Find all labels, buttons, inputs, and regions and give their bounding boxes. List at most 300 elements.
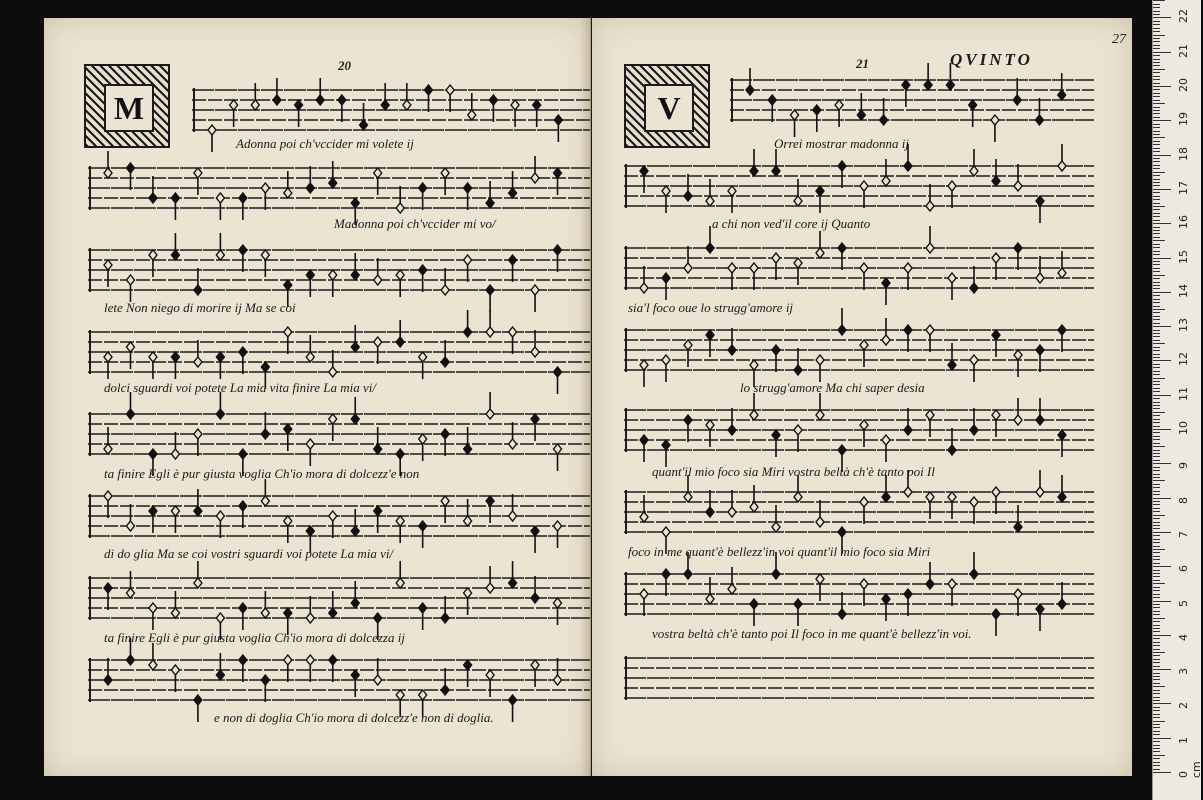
note	[171, 233, 179, 260]
ruler-minor-tick	[1153, 690, 1160, 691]
lyric-line: quant'il mio foco sia Miri vostra beltà ch'è tanto poi Il	[652, 464, 935, 479]
ruler-minor-tick	[1153, 415, 1160, 416]
note	[374, 168, 382, 195]
ruler-minor-tick	[1153, 110, 1160, 111]
ruler-minor-tick	[1153, 165, 1160, 166]
ruler-minor-tick	[1153, 316, 1160, 317]
ruler-label: 0 cm	[1177, 761, 1203, 778]
ruler-minor-tick	[1153, 522, 1160, 523]
note	[1036, 256, 1044, 283]
music-staff	[624, 650, 1094, 706]
ruler-label: 2	[1177, 702, 1190, 710]
note	[926, 492, 934, 519]
note	[926, 184, 934, 211]
note	[662, 186, 670, 213]
ruler-minor-tick	[1153, 333, 1160, 334]
note	[441, 268, 449, 295]
note	[239, 245, 247, 272]
music-staff	[88, 242, 590, 298]
note	[396, 186, 404, 213]
ruler-tick	[1153, 258, 1171, 259]
page-number-left: 20	[338, 58, 351, 73]
ruler-minor-tick	[1153, 285, 1160, 286]
ruler-minor-tick	[1153, 384, 1160, 385]
note	[728, 567, 736, 594]
ruler-minor-tick	[1153, 686, 1165, 687]
note	[794, 179, 802, 206]
ruler-minor-tick	[1153, 614, 1160, 615]
note	[904, 589, 912, 616]
note	[904, 408, 912, 435]
note	[284, 516, 292, 543]
ruler-minor-tick	[1153, 419, 1160, 420]
ruler-tick	[1153, 601, 1171, 602]
note	[1036, 604, 1044, 631]
note	[419, 603, 427, 630]
note	[838, 592, 846, 619]
ruler-minor-tick	[1153, 124, 1160, 125]
note	[273, 78, 281, 105]
note	[1058, 251, 1066, 278]
note	[284, 171, 292, 198]
ruler-minor-tick	[1153, 559, 1160, 560]
note	[746, 68, 754, 95]
note	[486, 181, 494, 208]
note	[531, 414, 539, 441]
note	[381, 83, 389, 110]
lyric-line: lo strugg'amore Ma chi saper desia	[740, 380, 925, 395]
lyric-line: vostra beltà ch'è tanto poi Il foco in me quant'è bellezz'in voi.	[652, 626, 972, 641]
ruler-minor-tick	[1153, 309, 1165, 310]
note	[149, 250, 157, 277]
ruler-minor-tick	[1153, 381, 1160, 382]
note	[403, 83, 411, 110]
ruler-minor-tick	[1153, 79, 1160, 80]
ruler-minor-tick	[1153, 683, 1160, 684]
ruler-minor-tick	[1153, 247, 1160, 248]
note	[794, 348, 802, 375]
ruler-tick	[1153, 635, 1171, 636]
note	[374, 506, 382, 533]
ruler-minor-tick	[1153, 374, 1160, 375]
note	[306, 270, 314, 297]
note	[509, 327, 517, 354]
note	[424, 85, 432, 112]
ruler-minor-tick	[1153, 275, 1165, 276]
ruler-minor-tick	[1153, 378, 1165, 379]
note	[419, 352, 427, 379]
ruler-minor-tick	[1153, 460, 1160, 461]
note	[948, 343, 956, 370]
note	[216, 233, 224, 260]
note	[838, 161, 846, 188]
ruler-minor-tick	[1153, 388, 1160, 389]
note	[1014, 164, 1022, 191]
note	[969, 100, 977, 127]
lyric-line: Madonna poi ch'vccider mi vo/	[334, 216, 496, 231]
ruler-minor-tick	[1153, 552, 1160, 553]
ruler-minor-tick	[1153, 227, 1160, 228]
ruler-minor-tick	[1153, 113, 1160, 114]
ruler-minor-tick	[1153, 625, 1160, 626]
note	[1014, 398, 1022, 425]
ruler-minor-tick	[1153, 117, 1160, 118]
ruler-minor-tick	[1153, 439, 1160, 440]
ruler-label: 4	[1177, 633, 1190, 641]
ruler-minor-tick	[1153, 700, 1160, 701]
ruler-minor-tick	[1153, 367, 1160, 368]
note	[970, 497, 978, 524]
note	[750, 485, 758, 512]
ruler-minor-tick	[1153, 758, 1160, 759]
note	[441, 340, 449, 367]
ruler-minor-tick	[1153, 31, 1160, 32]
note	[261, 591, 269, 618]
note	[662, 569, 670, 596]
ruler-minor-tick	[1153, 724, 1160, 725]
ruler-minor-tick	[1153, 251, 1160, 252]
music-staff	[88, 406, 590, 462]
ruler-tick	[1153, 532, 1171, 533]
note	[706, 179, 714, 206]
note	[772, 345, 780, 372]
note	[1036, 196, 1044, 223]
note	[329, 350, 337, 377]
note	[446, 85, 454, 112]
ruler-minor-tick	[1153, 642, 1160, 643]
ruler-minor-tick	[1153, 436, 1160, 437]
note	[662, 440, 670, 467]
ruler-minor-tick	[1153, 666, 1160, 667]
note	[992, 609, 1000, 636]
lyric-line: ta finire Egli è pur giusta voglia Ch'io mora di dolcezza ij	[104, 630, 405, 645]
ruler-minor-tick	[1153, 299, 1160, 300]
ruler-minor-tick	[1153, 621, 1160, 622]
note	[531, 330, 539, 357]
ruler-minor-tick	[1153, 161, 1160, 162]
note	[419, 521, 427, 548]
ruler-minor-tick	[1153, 504, 1160, 505]
note	[554, 658, 562, 685]
ruler-minor-tick	[1153, 76, 1160, 77]
note	[992, 253, 1000, 280]
note	[351, 670, 359, 697]
lyric-line: Adonna poi ch'vccider mi volete ij	[236, 136, 414, 151]
note	[261, 250, 269, 277]
note	[149, 176, 157, 203]
note	[104, 260, 112, 287]
ruler-minor-tick	[1153, 408, 1160, 409]
note	[171, 591, 179, 618]
ruler-minor-tick	[1153, 480, 1165, 481]
ruler-minor-tick	[1153, 59, 1160, 60]
note	[835, 100, 843, 127]
ruler-tick	[1153, 772, 1171, 773]
ruler-minor-tick	[1153, 515, 1165, 516]
ruler-minor-tick	[1153, 350, 1160, 351]
note	[284, 327, 292, 354]
note	[126, 163, 134, 190]
ruler-minor-tick	[1153, 340, 1160, 341]
lyric-line: foco in me quant'è bellezz'in voi quant'il mio foco sia Miri	[628, 544, 931, 559]
note	[194, 429, 202, 456]
lyric-line: a chi non ved'il core ij Quanto	[712, 216, 871, 231]
note	[1014, 505, 1022, 532]
ruler-minor-tick	[1153, 576, 1160, 577]
note	[992, 159, 1000, 186]
ruler-minor-tick	[1153, 649, 1160, 650]
ruler-label: 20	[1177, 78, 1190, 92]
note	[329, 591, 337, 618]
ruler-minor-tick	[1153, 432, 1160, 433]
ruler-minor-tick	[1153, 604, 1160, 605]
note	[104, 151, 112, 178]
ruler-minor-tick	[1153, 751, 1160, 752]
ruler-minor-tick	[1153, 199, 1160, 200]
ruler-minor-tick	[1153, 443, 1160, 444]
ruler-label: 6	[1177, 565, 1190, 573]
note	[261, 412, 269, 439]
music-staff	[192, 82, 590, 138]
ruler-label: 3	[1177, 668, 1190, 676]
note	[351, 581, 359, 608]
note	[924, 63, 932, 90]
ruler-minor-tick	[1153, 137, 1165, 138]
measuring-ruler	[1152, 0, 1201, 800]
note	[329, 655, 337, 682]
lyric-line: dolci sguardi voi potete La mia vita finire La mia vi/	[104, 380, 377, 395]
ruler-minor-tick	[1153, 583, 1165, 584]
note	[316, 78, 324, 105]
note	[329, 414, 337, 441]
ruler-minor-tick	[1153, 631, 1160, 632]
note	[126, 275, 134, 302]
note	[261, 675, 269, 702]
ruler-minor-tick	[1153, 659, 1160, 660]
ruler-label: 18	[1177, 146, 1190, 161]
note	[509, 255, 517, 282]
ruler-minor-tick	[1153, 271, 1160, 272]
ruler-minor-tick	[1153, 494, 1160, 495]
ruler-minor-tick	[1153, 14, 1160, 15]
ruler-minor-tick	[1153, 707, 1160, 708]
ruler-tick	[1153, 566, 1171, 567]
ruler-minor-tick	[1153, 323, 1160, 324]
note	[126, 392, 134, 419]
ruler-minor-tick	[1153, 96, 1160, 97]
note	[464, 588, 472, 615]
ruler-minor-tick	[1153, 371, 1160, 372]
note	[194, 168, 202, 195]
note	[149, 603, 157, 630]
ruler-minor-tick	[1153, 0, 1165, 1]
note	[816, 574, 824, 601]
note	[486, 392, 494, 419]
note	[684, 246, 692, 273]
note	[684, 415, 692, 442]
note	[926, 325, 934, 352]
note	[171, 665, 179, 692]
ruler-tick	[1153, 395, 1171, 396]
ruler-minor-tick	[1153, 55, 1160, 56]
lyric-line: lete Non niego di morire ij Ma se coi	[104, 300, 296, 315]
note	[684, 174, 692, 201]
ruler-minor-tick	[1153, 151, 1160, 152]
right-page	[592, 18, 1132, 776]
note	[882, 278, 890, 305]
note	[772, 253, 780, 280]
ruler-minor-tick	[1153, 594, 1160, 595]
note	[794, 599, 802, 626]
note	[261, 479, 269, 506]
note	[486, 496, 494, 523]
note	[486, 285, 494, 312]
note	[1058, 582, 1066, 609]
music-staff	[624, 484, 1094, 540]
note	[509, 171, 517, 198]
note	[126, 571, 134, 598]
ruler-minor-tick	[1153, 93, 1160, 94]
page-number-right: 21	[856, 56, 869, 71]
ruler-minor-tick	[1153, 237, 1160, 238]
ruler-label: 22	[1177, 9, 1190, 24]
ruler-minor-tick	[1153, 141, 1160, 142]
note	[396, 320, 404, 347]
ruler-tick	[1153, 669, 1171, 670]
ruler-minor-tick	[1153, 282, 1160, 283]
initial-letter: V	[644, 84, 694, 132]
ruler-label: 10	[1177, 421, 1190, 435]
note	[816, 231, 824, 258]
note	[464, 255, 472, 282]
note	[1058, 144, 1066, 171]
note	[464, 310, 472, 337]
note	[554, 598, 562, 625]
music-staff	[624, 158, 1094, 214]
note	[902, 80, 910, 107]
ruler-label: 19	[1177, 112, 1190, 127]
note	[750, 149, 758, 176]
note	[338, 95, 346, 122]
note	[813, 105, 821, 132]
note	[1058, 430, 1066, 457]
note	[104, 427, 112, 454]
note	[126, 504, 134, 531]
ruler-minor-tick	[1153, 206, 1165, 207]
note	[948, 428, 956, 455]
ruler-label: 15	[1177, 249, 1190, 264]
note	[640, 435, 648, 462]
ruler-minor-tick	[1153, 446, 1165, 447]
note	[126, 342, 134, 369]
ruler-minor-tick	[1153, 528, 1160, 529]
note	[509, 422, 517, 449]
note	[464, 660, 472, 687]
note	[441, 429, 449, 456]
note	[640, 166, 648, 193]
running-head: QVINTO	[950, 50, 1033, 69]
ruler-minor-tick	[1153, 347, 1160, 348]
ruler-minor-tick	[1153, 148, 1160, 149]
note	[926, 410, 934, 437]
ruler-minor-tick	[1153, 72, 1160, 73]
ruler-minor-tick	[1153, 312, 1160, 313]
ruler-minor-tick	[1153, 230, 1160, 231]
ruler-minor-tick	[1153, 244, 1160, 245]
note	[306, 655, 314, 682]
ruler-minor-tick	[1153, 508, 1160, 509]
note	[194, 268, 202, 295]
note	[374, 258, 382, 285]
music-staff	[624, 566, 1094, 622]
note	[992, 330, 1000, 357]
note	[640, 360, 648, 387]
ruler-minor-tick	[1153, 535, 1160, 536]
note	[857, 93, 865, 120]
ruler-minor-tick	[1153, 628, 1160, 629]
ruler-minor-tick	[1153, 21, 1160, 22]
ruler-minor-tick	[1153, 645, 1160, 646]
note	[239, 501, 247, 528]
ruler-minor-tick	[1153, 107, 1160, 108]
note	[1058, 73, 1066, 100]
note	[838, 308, 846, 335]
note	[904, 263, 912, 290]
note	[509, 695, 517, 722]
note	[662, 273, 670, 300]
note	[306, 335, 314, 362]
note	[970, 266, 978, 293]
ruler-label: 14	[1177, 283, 1190, 298]
ruler-label: 1	[1177, 736, 1190, 744]
lyric-line: di do glia Ma se coi vostri sguardi voi potete La mia vi/	[104, 546, 394, 561]
ruler-minor-tick	[1153, 491, 1160, 492]
note	[194, 489, 202, 516]
note	[531, 526, 539, 553]
ruler-minor-tick	[1153, 357, 1160, 358]
note	[706, 490, 714, 517]
lyric-line: e non di doglia Ch'io mora di dolcezz'e non di doglia.	[214, 710, 494, 725]
note	[728, 328, 736, 355]
ruler-minor-tick	[1153, 573, 1160, 574]
ruler-minor-tick	[1153, 233, 1160, 234]
ruler-minor-tick	[1153, 175, 1160, 176]
music-staff	[88, 652, 590, 708]
ruler-minor-tick	[1153, 45, 1160, 46]
note	[531, 660, 539, 687]
ruler-tick	[1153, 86, 1171, 87]
ruler-minor-tick	[1153, 470, 1160, 471]
note	[791, 110, 799, 137]
ruler-minor-tick	[1153, 518, 1160, 519]
note	[860, 579, 868, 606]
note	[772, 505, 780, 532]
note	[1058, 475, 1066, 502]
ruler-minor-tick	[1153, 762, 1160, 763]
note	[284, 655, 292, 682]
note	[489, 95, 497, 122]
note	[239, 603, 247, 630]
note	[329, 511, 337, 538]
ruler-minor-tick	[1153, 391, 1160, 392]
note	[295, 100, 303, 127]
note	[1058, 325, 1066, 352]
note	[554, 245, 562, 272]
note	[728, 263, 736, 290]
ruler-minor-tick	[1153, 354, 1160, 355]
note	[239, 347, 247, 374]
note	[194, 561, 202, 588]
